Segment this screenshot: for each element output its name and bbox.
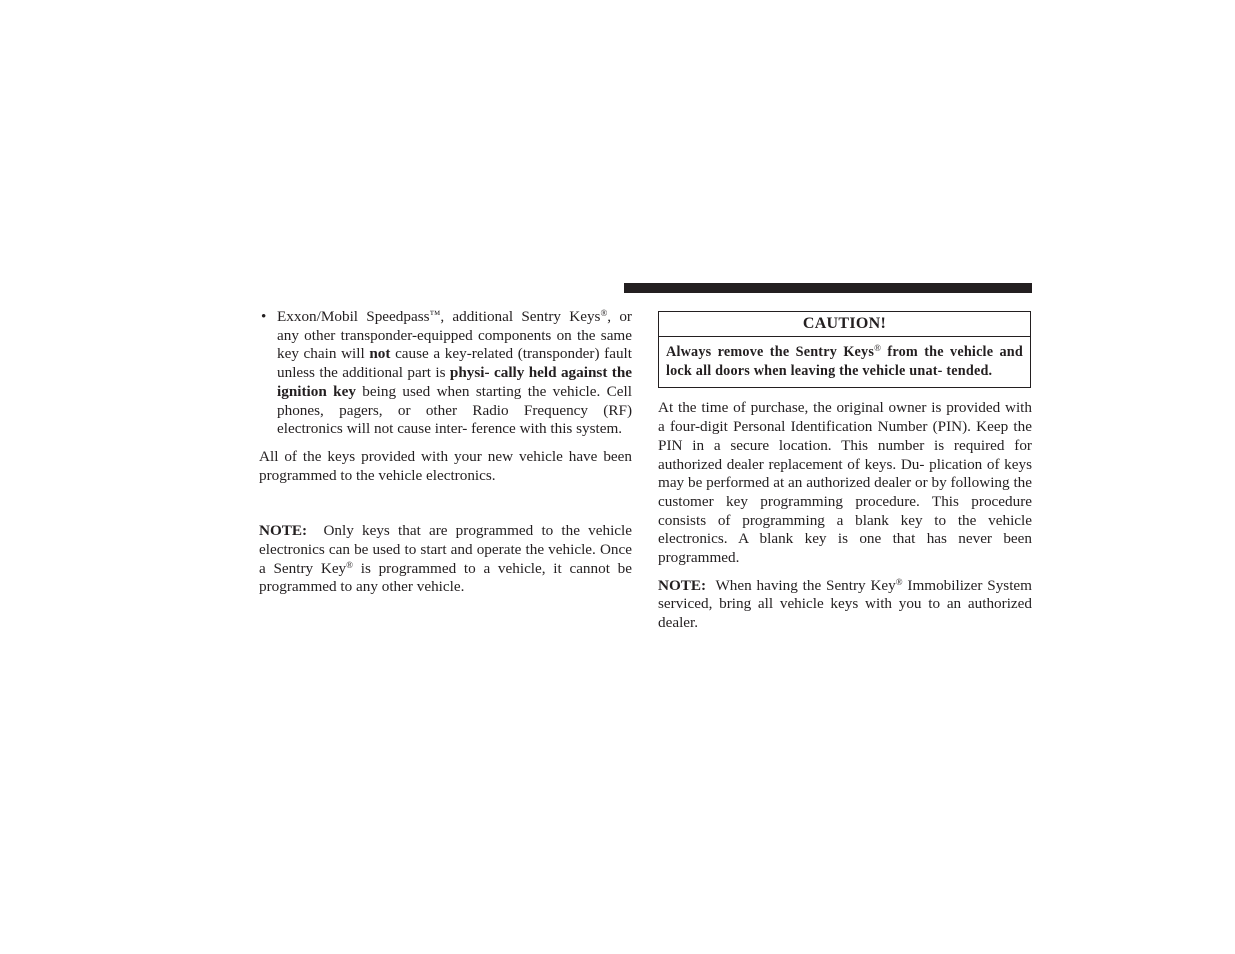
text-run: being used when starting the vehicle. Cell phones, pagers, or other Radio Frequency (RF) electronics will not cause inter- [277,382,632,438]
text-run: Always remove the Sentry Keys [666,344,875,360]
section-header-bar [624,283,1032,293]
text-run: plication of keys may be performed at an authorized dealer or by following the customer key programming procedure. This procedure consists of programming a blank key to the vehicle electronics. A blank key is one that has never been programmed. [658,455,1033,567]
text-run: from the vehicle and lock all doors when leaving the vehicle unat- [666,344,1023,379]
bullet-marker: • [261,308,267,325]
emphasis-physically-held: physi- [449,364,490,382]
text-run: At the time of purchase, the original owner is provided with a four-digit Personal Identification Number (PIN). Keep the PIN in a secure location. This number is required for authorized dealer replacement of keys. Du- [658,399,1032,473]
text-run: Only keys that are programmed to the vehicle electronics can be used to start and operate the vehicle. Once a Sentry Key [259,522,632,577]
trademark-mark: ™ [429,309,441,321]
caution-title: CAUTION! [659,312,1030,337]
bullet-text [277,308,632,437]
text-run: tended. [946,362,993,379]
emphasis-not: not [369,345,391,363]
registered-mark: ® [346,559,353,570]
text-run: is programmed to a vehicle, it cannot be programmed to any other vehicle. [259,559,632,596]
note-immobilizer-service [658,577,1032,633]
caution-box [658,311,1031,388]
text-run: , or any other transponder-equipped components on the same key chain will [277,308,632,363]
caution-body [659,337,1030,387]
text-run: , additional Sentry Keys [440,308,601,325]
text-run: Immobilizer System serviced, bring all vehicle keys with you to an authorized dealer. [658,576,1032,632]
bullet-item-speedpass [259,308,632,439]
registered-mark: ® [874,343,882,353]
text-run: ference with this system. [471,420,623,438]
note-label: NOTE: [658,576,707,594]
text-run: When having the Sentry Key [715,576,896,594]
emphasis-physically-held-cont: cally held against the ignition key [277,364,633,400]
left-column [259,308,632,606]
pin-paragraph [658,399,1032,567]
text-run: cause a key-related (transponder) fault unless the additional part is [277,345,632,382]
keys-programmed-paragraph: All of the keys provided with your new vehicle have been programmed to the vehicle electronics. [259,447,632,484]
text-run: Exxon/Mobil Speedpass [277,308,430,325]
note-programmed-keys [259,522,632,597]
note-label: NOTE: [259,522,308,540]
right-column [658,311,1032,642]
registered-mark: ® [895,576,903,587]
registered-mark: ® [600,308,608,318]
